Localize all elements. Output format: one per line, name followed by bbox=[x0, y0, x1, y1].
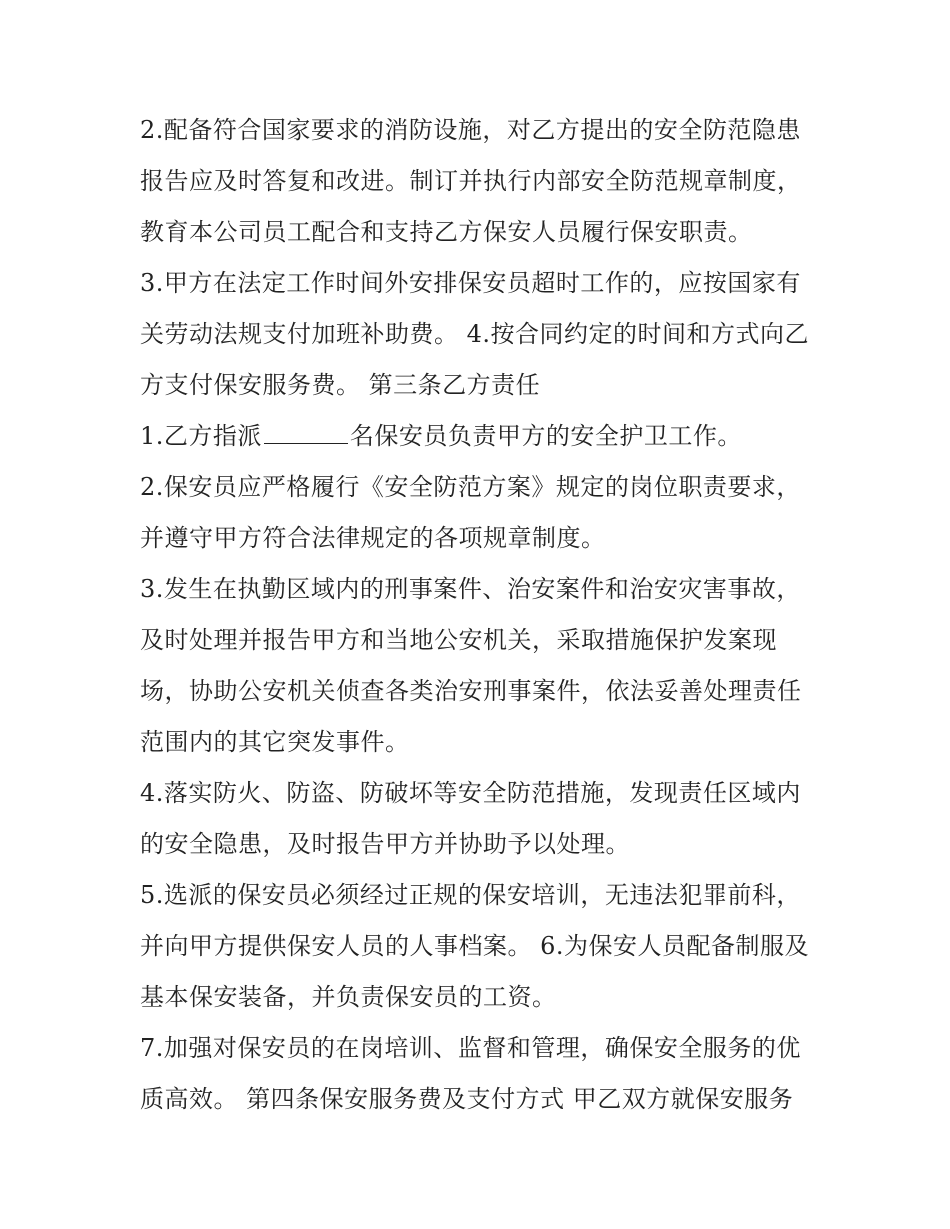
text-segment: 名保安员负责甲方的安全护卫工作。 bbox=[349, 422, 742, 450]
text-line: 并向甲方提供保安人员的人事档案。 6.为保安人员配备制服及 bbox=[140, 932, 810, 960]
text-line: 关劳动法规支付加班补助费。 4.按合同约定的时间和方式向乙 bbox=[140, 320, 810, 348]
text-line: 4.落实防火、防盗、防破坏等安全防范措施，发现责任区域内 bbox=[140, 779, 801, 807]
text-line: 及时处理并报告甲方和当地公安机关，采取措施保护发案现 bbox=[140, 626, 777, 654]
document-body bbox=[140, 105, 830, 1125]
text-segment: 1.乙方指派 bbox=[140, 422, 262, 450]
text-line: 场，协助公安机关侦查各类治安刑事案件，依法妥善处理责任 bbox=[140, 677, 802, 705]
text-line: 基本保安装备，并负责保安员的工资。 bbox=[140, 983, 557, 1011]
text-line: 2.配备符合国家要求的消防设施，对乙方提出的安全防范隐患 bbox=[140, 116, 801, 144]
text-line: 5.选派的保安员必须经过正规的保安培训，无违法犯罪前科， bbox=[140, 881, 801, 909]
text-line: 并遵守甲方符合法律规定的各项规章制度。 bbox=[140, 524, 606, 552]
fill-in-blank bbox=[264, 425, 348, 444]
text-line: 方支付保安服务费。 第三条乙方责任 bbox=[140, 371, 541, 399]
text-line: 报告应及时答复和改进。制订并执行内部安全防范规章制度， bbox=[140, 167, 802, 195]
text-line: 质高效。 第四条保安服务费及支付方式 甲乙双方就保安服务 bbox=[140, 1085, 794, 1113]
text-line: 7.加强对保安员的在岗培训、监督和管理，确保安全服务的优 bbox=[140, 1034, 801, 1062]
text-line: 教育本公司员工配合和支持乙方保安人员履行保安职责。 bbox=[140, 218, 753, 246]
text-line: 3.甲方在法定工作时间外安排保安员超时工作的，应按国家有 bbox=[140, 269, 801, 297]
text-line-with-blank bbox=[140, 411, 830, 462]
text-line: 范围内的其它突发事件。 bbox=[140, 728, 410, 756]
text-line: 的安全隐患，及时报告甲方并协助予以处理。 bbox=[140, 830, 630, 858]
text-line: 3.发生在执勤区域内的刑事案件、治安案件和治安灾害事故， bbox=[140, 575, 801, 603]
text-line: 2.保安员应严格履行《安全防范方案》规定的岗位职责要求， bbox=[140, 473, 801, 501]
